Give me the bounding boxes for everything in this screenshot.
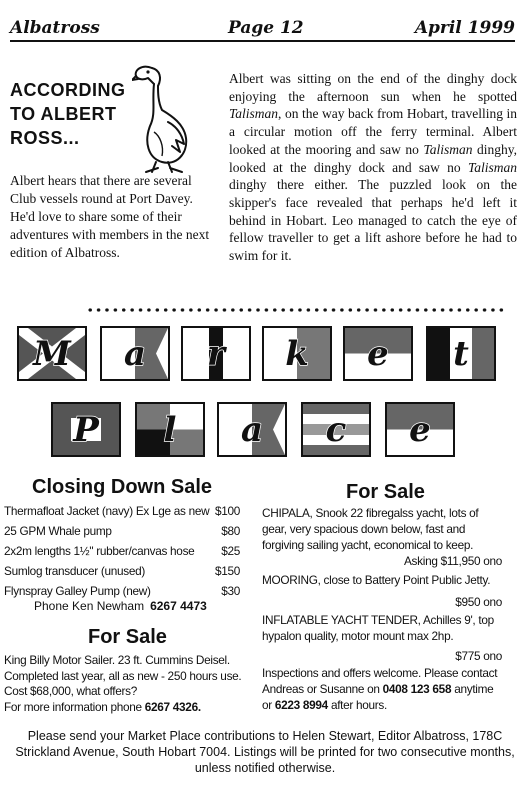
forsale-left-text <box>4 653 254 715</box>
list-item <box>4 541 244 561</box>
mooring-description: MOORING, close to Battery Point Public Jetty. <box>262 573 491 587</box>
flag-k <box>262 326 332 381</box>
list-item <box>4 561 244 581</box>
list-item <box>4 581 244 601</box>
closing-contact <box>34 599 207 613</box>
bird-eye <box>146 70 149 73</box>
flag-letter: a <box>240 409 264 450</box>
boat-name: Talisman <box>467 159 517 175</box>
item-price: $100 <box>214 504 240 518</box>
issue-date: April 1999 <box>414 18 515 38</box>
mooring-price: $950 ono <box>455 595 502 609</box>
flag-letter: t <box>453 333 469 374</box>
closing-sale-list <box>4 501 244 601</box>
boat-name: Talisman <box>229 106 279 122</box>
flag-letter: r <box>207 333 225 374</box>
flag-p <box>51 402 121 457</box>
flag-e <box>343 326 413 381</box>
mooring-listing <box>262 572 502 610</box>
story-part-3: dinghy, looked at the dinghy dock and saw no <box>229 141 517 175</box>
flag-letter: l <box>163 409 177 450</box>
item-name: Flynspray Galley Pump (new) <box>4 584 151 598</box>
closing-sale-title: Closing Down Sale <box>32 476 213 498</box>
flag-letter: e <box>409 409 431 450</box>
ross-left-paragraph: Albert hears that there are several Club vessels round at Port Davey. He'd love to share some of their adventures with members in the next edition of Albatross. <box>10 173 210 260</box>
tender-price: $775 ono <box>455 649 502 663</box>
flag-t <box>426 326 496 381</box>
contact-phone-mobile: 0408 123 658 <box>382 682 452 696</box>
ross-heading: ACCORDING TO ALBERT ROSS... <box>10 80 126 148</box>
flag-r <box>181 326 251 381</box>
story-part-2: , on the way back from Hobart, travelling in a circular motion off the ferry terminal. Albert looked at the mooring and saw no <box>229 106 517 157</box>
flag-a <box>100 326 170 381</box>
page-header <box>10 14 515 40</box>
more-info-label: For more information phone <box>4 699 142 714</box>
flag-letter: c <box>325 409 347 450</box>
list-item <box>4 501 244 521</box>
flag-letter: P <box>73 409 99 450</box>
contact-name: Phone Ken Newham <box>34 599 145 613</box>
kingbilly-description: King Billy Motor Sailer. 23 ft. Cummins Deisel. Completed last year, all as new - 250 hours use. Cost $68,000, what offers? <box>4 653 242 698</box>
contributions-note: Please send your Market Place contributions to Helen Stewart, Editor Albatross, 178C Strickland Avenue, South Hobart 7004. Listings will be printed for two consecutive months, unless notified otherwise. <box>15 729 515 775</box>
item-name: 25 GPM Whale pump <box>4 524 112 538</box>
item-price: $25 <box>221 544 240 558</box>
item-price: $80 <box>221 524 240 538</box>
item-price: $30 <box>221 584 240 598</box>
flag-l <box>135 402 205 457</box>
chipala-price: Asking $11,950 ono <box>403 554 502 568</box>
chipala-description: CHIPALA, Snook 22 fibregalss yacht, lots of gear, very spacious down below, fast and forgiving sailing yacht, economical to keep. <box>262 506 479 552</box>
publication-name: Albatross <box>10 18 100 38</box>
boat-name: Talisman <box>423 141 473 157</box>
tender-description: INFLATABLE YACHT TENDER, Achilles 9', top hypalon quality, motor mount max 2hp. <box>262 613 494 643</box>
flag-a2 <box>217 402 287 457</box>
forsale-right-title: For Sale <box>346 481 425 503</box>
albatross-icon <box>132 62 194 174</box>
item-name: Thermafloat Jacket (navy) Ex Lge as new <box>4 504 210 518</box>
forsale-left-title: For Sale <box>88 626 167 648</box>
flag-e2 <box>385 402 455 457</box>
flag-letter: M <box>33 333 71 374</box>
page-number: Page 12 <box>228 18 304 38</box>
story-part-4: dinghy there either. The puzzled look on the skipper's face revealed that perhaps he'd left it behind in Hobart. Leo managed to catch the eye of fellow traveller to get a lift ashore before he had to swim for it. <box>229 177 517 264</box>
dotted-divider <box>86 307 506 313</box>
tender-listing <box>262 612 502 664</box>
flag-letter: e <box>367 333 389 374</box>
inspect-text: Inspections and offers welcome. Please contact Andreas or Susanne on <box>262 666 498 696</box>
after-hours-text: after hours. <box>330 698 388 712</box>
contact-block <box>262 665 502 713</box>
contact-phone-home: 6223 8994 <box>274 698 328 712</box>
flag-letter: k <box>285 333 309 374</box>
item-name: Sumlog transducer (unused) <box>4 564 146 578</box>
flag-m <box>17 326 87 381</box>
story-part-1: Albert was sitting on the end of the dinghy dock enjoying the afternoon sun when he spotted <box>229 71 517 104</box>
flag-letter: a <box>123 333 147 374</box>
item-name: 2x2m lengths 1½" rubber/canvas hose <box>4 544 195 558</box>
chipala-listing <box>262 505 502 569</box>
anytime-text: anytime or <box>262 682 494 712</box>
header-rule <box>10 40 515 42</box>
item-price: $150 <box>214 564 240 578</box>
contact-phone: 6267 4473 <box>150 599 207 613</box>
flag-c <box>301 402 371 457</box>
kingbilly-phone: 6267 4326. <box>144 699 201 714</box>
list-item <box>4 521 244 541</box>
ross-story <box>229 70 517 265</box>
